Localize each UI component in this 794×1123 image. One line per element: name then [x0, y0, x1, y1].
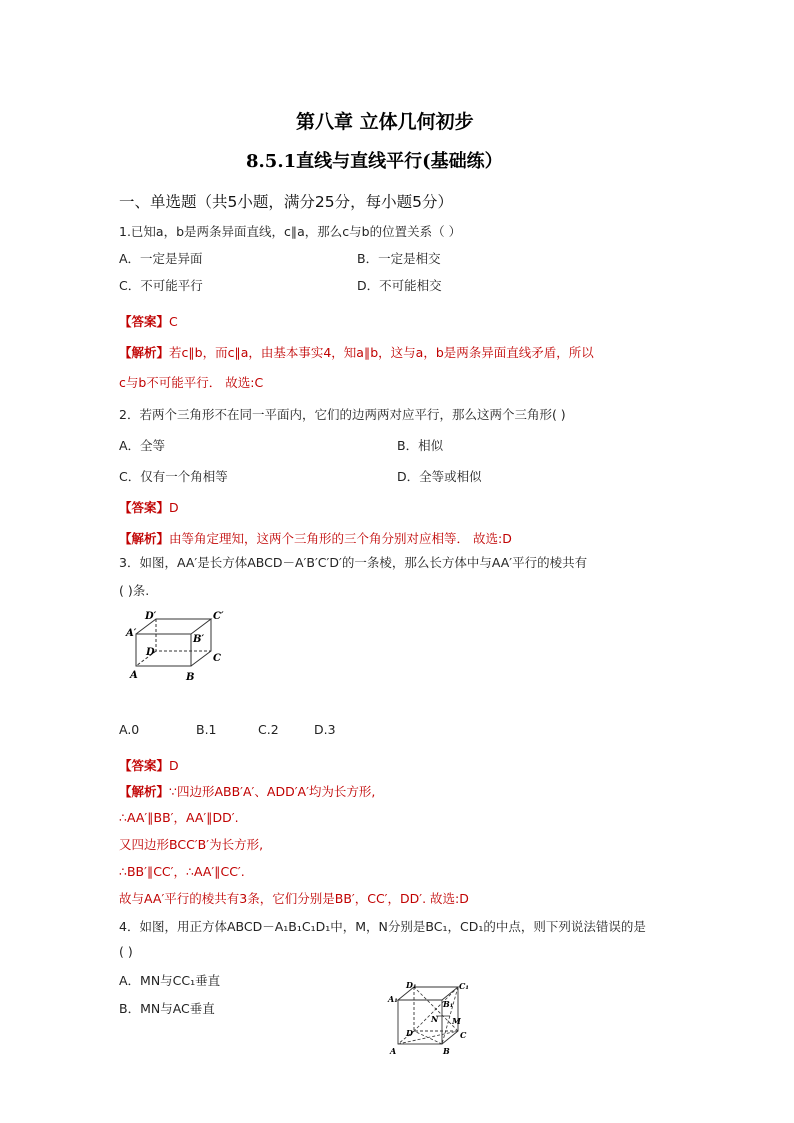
label-b: B	[186, 672, 195, 683]
q1-option-b: B．一定是相交	[357, 251, 441, 266]
q1-stem: 1.已知a，b是两条异面直线，c∥a，那么c与b的位置关系（ ）	[119, 224, 462, 239]
answer-label: 【答案】	[119, 758, 170, 773]
chapter-title: 第八章 立体几何初步	[296, 111, 474, 133]
lesson-title: 8.5.1直线与直线平行(基础练）	[246, 151, 503, 172]
label-d: D	[146, 647, 155, 658]
label-b1: B₁	[443, 999, 454, 1009]
label-b: B	[443, 1046, 450, 1056]
q2-option-a: A．全等	[119, 438, 166, 453]
analysis-label: 【解析】	[119, 784, 170, 799]
section-heading: 一、单选题（共5小题，满分25分，每小题5分）	[119, 193, 453, 211]
label-a: A	[390, 1046, 397, 1056]
q1-option-a: A．一定是异面	[119, 251, 203, 266]
label-c1: C₁	[459, 981, 469, 991]
q3-analysis-line3: 又四边形BCC′B′为长方形,	[119, 837, 264, 852]
q1-analysis-text1: 若c∥b，而c∥a，由基本事实4，知a∥b，这与a，b是两条异面直线矛盾，所以	[169, 345, 594, 360]
cuboid-figure	[118, 608, 228, 684]
analysis-label: 【解析】	[119, 531, 170, 546]
q2-answer-value: D	[169, 500, 179, 515]
q1-analysis-line1	[119, 343, 594, 361]
q4-stem-line1: 4．如图，用正方体ABCD－A₁B₁C₁D₁中，M，N分别是BC₁，CD₁的中点，则下列说法错误的是	[119, 919, 646, 934]
label-c: C	[460, 1030, 467, 1040]
q2-analysis-text1: 由等角定理知，这两个三角形的三个角分别对应相等． 故选:D	[169, 531, 512, 546]
q3-answer	[119, 756, 179, 774]
label-a-prime: A′	[126, 628, 137, 639]
label-c-prime: C′	[213, 611, 224, 622]
analysis-label: 【解析】	[119, 345, 170, 360]
q3-stem-line2: ( )条.	[119, 583, 150, 598]
q2-option-d: D．全等或相似	[397, 469, 482, 484]
q3-analysis-line4: ∴BB′∥CC′，∴AA′∥CC′.	[119, 864, 245, 879]
label-n: N	[431, 1014, 439, 1024]
q4-option-a: A．MN与CC₁垂直	[119, 973, 221, 988]
q3-analysis-line5: 故与AA′平行的棱共有3条，它们分别是BB′，CC′，DD′. 故选:D	[119, 891, 469, 906]
q3-analysis-line1	[119, 782, 375, 800]
label-c: C	[213, 653, 221, 664]
q3-analysis-line2: ∴AA′∥BB′，AA′∥DD′.	[119, 810, 239, 825]
q3-option-d: D.3	[314, 722, 336, 737]
label-d1: D₁	[406, 980, 417, 990]
label-m: M	[452, 1016, 461, 1026]
q1-option-c: C．不可能平行	[119, 278, 203, 293]
q2-option-b: B．相似	[397, 438, 444, 453]
q1-answer-value: C	[169, 314, 178, 329]
q4-stem-line2: ( )	[119, 944, 133, 959]
label-d-prime: D′	[145, 611, 157, 622]
q3-option-b: B.1	[196, 722, 217, 737]
answer-label: 【答案】	[119, 500, 170, 515]
q1-analysis-line2: c与b不可能平行． 故选:C	[119, 375, 264, 390]
label-d: D	[406, 1028, 413, 1038]
q1-option-d: D．不可能相交	[357, 278, 442, 293]
cube-figure	[386, 980, 472, 1060]
q3-answer-value: D	[169, 758, 179, 773]
label-b-prime: B′	[193, 634, 205, 645]
q3-option-a: A.0	[119, 722, 140, 737]
q2-option-c: C．仅有一个角相等	[119, 469, 228, 484]
q3-option-c: C.2	[258, 722, 279, 737]
label-a: A	[130, 670, 138, 681]
q2-analysis-line1	[119, 529, 512, 547]
answer-label: 【答案】	[119, 314, 170, 329]
q3-analysis-text1: ∵四边形ABB′A′、ADD′A′均为长方形,	[169, 784, 376, 799]
q3-stem-line1: 3．如图，AA′是长方体ABCD－A′B′C′D′的一条棱，那么长方体中与AA′平行的棱共有	[119, 555, 588, 570]
q2-answer	[119, 498, 179, 516]
cuboid-front-face	[136, 634, 191, 666]
q4-option-b: B．MN与AC垂直	[119, 1001, 215, 1016]
label-a1: A₁	[388, 994, 398, 1004]
q2-stem: 2．若两个三角形不在同一平面内，它们的边两两对应平行，那么这两个三角形( )	[119, 407, 566, 422]
q1-answer	[119, 312, 178, 330]
